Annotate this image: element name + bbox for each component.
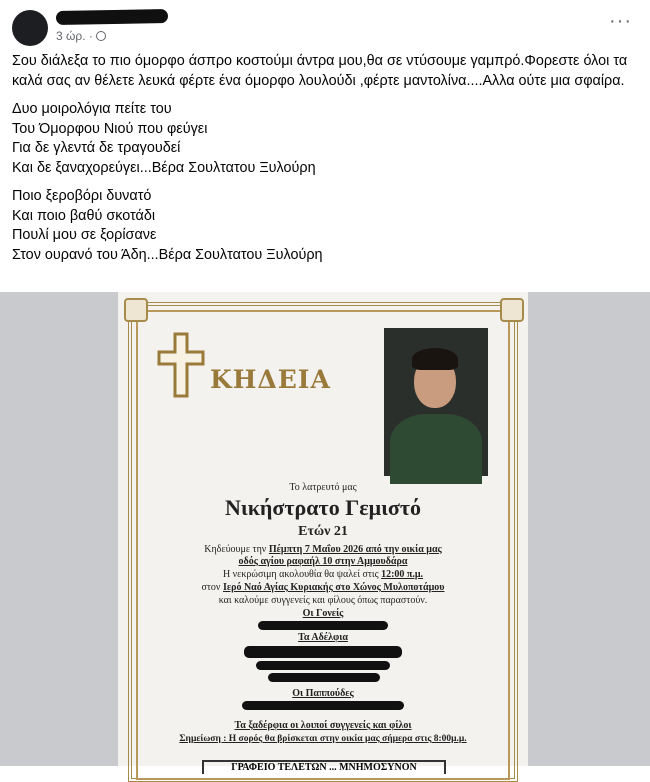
funeral-notice — [118, 292, 528, 773]
deceased-name: Νικήστρατο Γεμιστό — [224, 495, 421, 520]
service-time: 12:00 π.μ. — [381, 569, 424, 580]
service-prefix: Η νεκρώσιμη ακολουθία θα ψαλεί στις — [222, 569, 379, 580]
more-options-button[interactable]: ··· — [609, 10, 632, 32]
address-line: οδός αγίου ραφαήλ 10 στην Αμμουδάρα — [238, 556, 408, 567]
post-text — [12, 52, 636, 274]
redaction-scribble — [256, 661, 390, 670]
stanza-line: Και ποιο βαθύ σκοτάδι — [12, 207, 156, 224]
siblings-label: Τα Αδέλφια — [298, 632, 348, 643]
burial-line — [118, 544, 528, 556]
church-line — [118, 582, 528, 594]
stanza-2 — [12, 187, 636, 265]
portrait-body — [390, 414, 482, 484]
stanza-line: Δυο μοιρολόγια πείτε του — [12, 101, 172, 117]
invite-line: και καλούμε συγγενείς και φίλους όπως παραστούν. — [218, 595, 428, 606]
stanza-line: Για δε γλεντά δε τραγουδεί — [12, 140, 181, 156]
stanza-line: Πουλί μου σε ξορίσανε — [12, 227, 157, 243]
cross-icon — [156, 332, 206, 398]
stanza-line: Ποιο ξεροβόρι δυνατό — [12, 188, 152, 204]
burial-prefix: Κηδεύουμε την — [204, 544, 267, 555]
stanza-line: Του Όμορφου Νιού που φεύγει — [12, 120, 208, 137]
stanza-line: Και δε ξαναχορεύγει...Βέρα Σουλτατου Ξυλούρη — [12, 159, 316, 176]
stanza-line: Στον ουρανό του Άδη...Βέρα Σουλτατου Ξυλούρη — [12, 246, 323, 263]
funeral-office-sign: ΓΡΑΦΕΙΟ ΤΕΛΕΤΩΝ ... ΜΝΗΜΟΣΥΝΟΝ — [202, 760, 446, 774]
notice-heading: ΚΗΔΕΙΑ — [210, 365, 331, 394]
beloved-label: Το λατρευτό μας — [289, 482, 357, 493]
redaction-scribble — [258, 621, 388, 630]
post-time[interactable]: 3 ώρ. · — [56, 29, 93, 43]
grandparents-label: Οι Παππούδες — [292, 688, 354, 699]
church-prefix: στον — [201, 582, 221, 593]
stanza-1 — [12, 100, 636, 178]
globe-icon — [96, 31, 106, 41]
redaction-scribble — [268, 673, 380, 682]
parents-label: Οι Γονείς — [302, 608, 344, 619]
post-header — [0, 0, 650, 52]
portrait-hair — [412, 348, 458, 370]
redaction-scribble — [242, 701, 404, 710]
deceased-age: Ετών 21 — [298, 524, 348, 539]
service-line — [118, 569, 528, 581]
redaction-scribble — [244, 646, 402, 658]
post-intro: Σου διάλεξα το πιο όμορφο άσπρο κοστούμι άντρα μου,θα σε ντύσουμε γαμπρό.Φορεστε όλοι τα καλά σας αν θέλετε λευκά φέρτε ένα όμορφο λουλούδι ,φέρτε μαντολίνα....Αλλα ούτε μια σφαίρα. — [12, 53, 628, 89]
burial-date: Πέμπτη 7 Μαΐου 2026 από την οικία μας — [268, 544, 442, 555]
post-photo[interactable] — [0, 292, 650, 773]
post-meta — [56, 29, 106, 43]
note-line: Σημείωση : Η σορός θα βρίσκεται στην οικία μας σήμερα στις 8:00μ.μ. — [179, 734, 467, 744]
corner-ornament — [124, 298, 148, 322]
church-name: Ιερό Ναό Αγίας Κυριακής στο Χώνος Μυλοποτάμου — [222, 582, 445, 593]
corner-ornament — [500, 298, 524, 322]
cousins-line: Τα ξαδέρφια οι λοιποί συγγενείς και φίλοι — [234, 720, 412, 731]
redacted-author-name[interactable] — [56, 9, 168, 25]
avatar[interactable] — [12, 10, 48, 46]
portrait-photo — [384, 328, 488, 476]
